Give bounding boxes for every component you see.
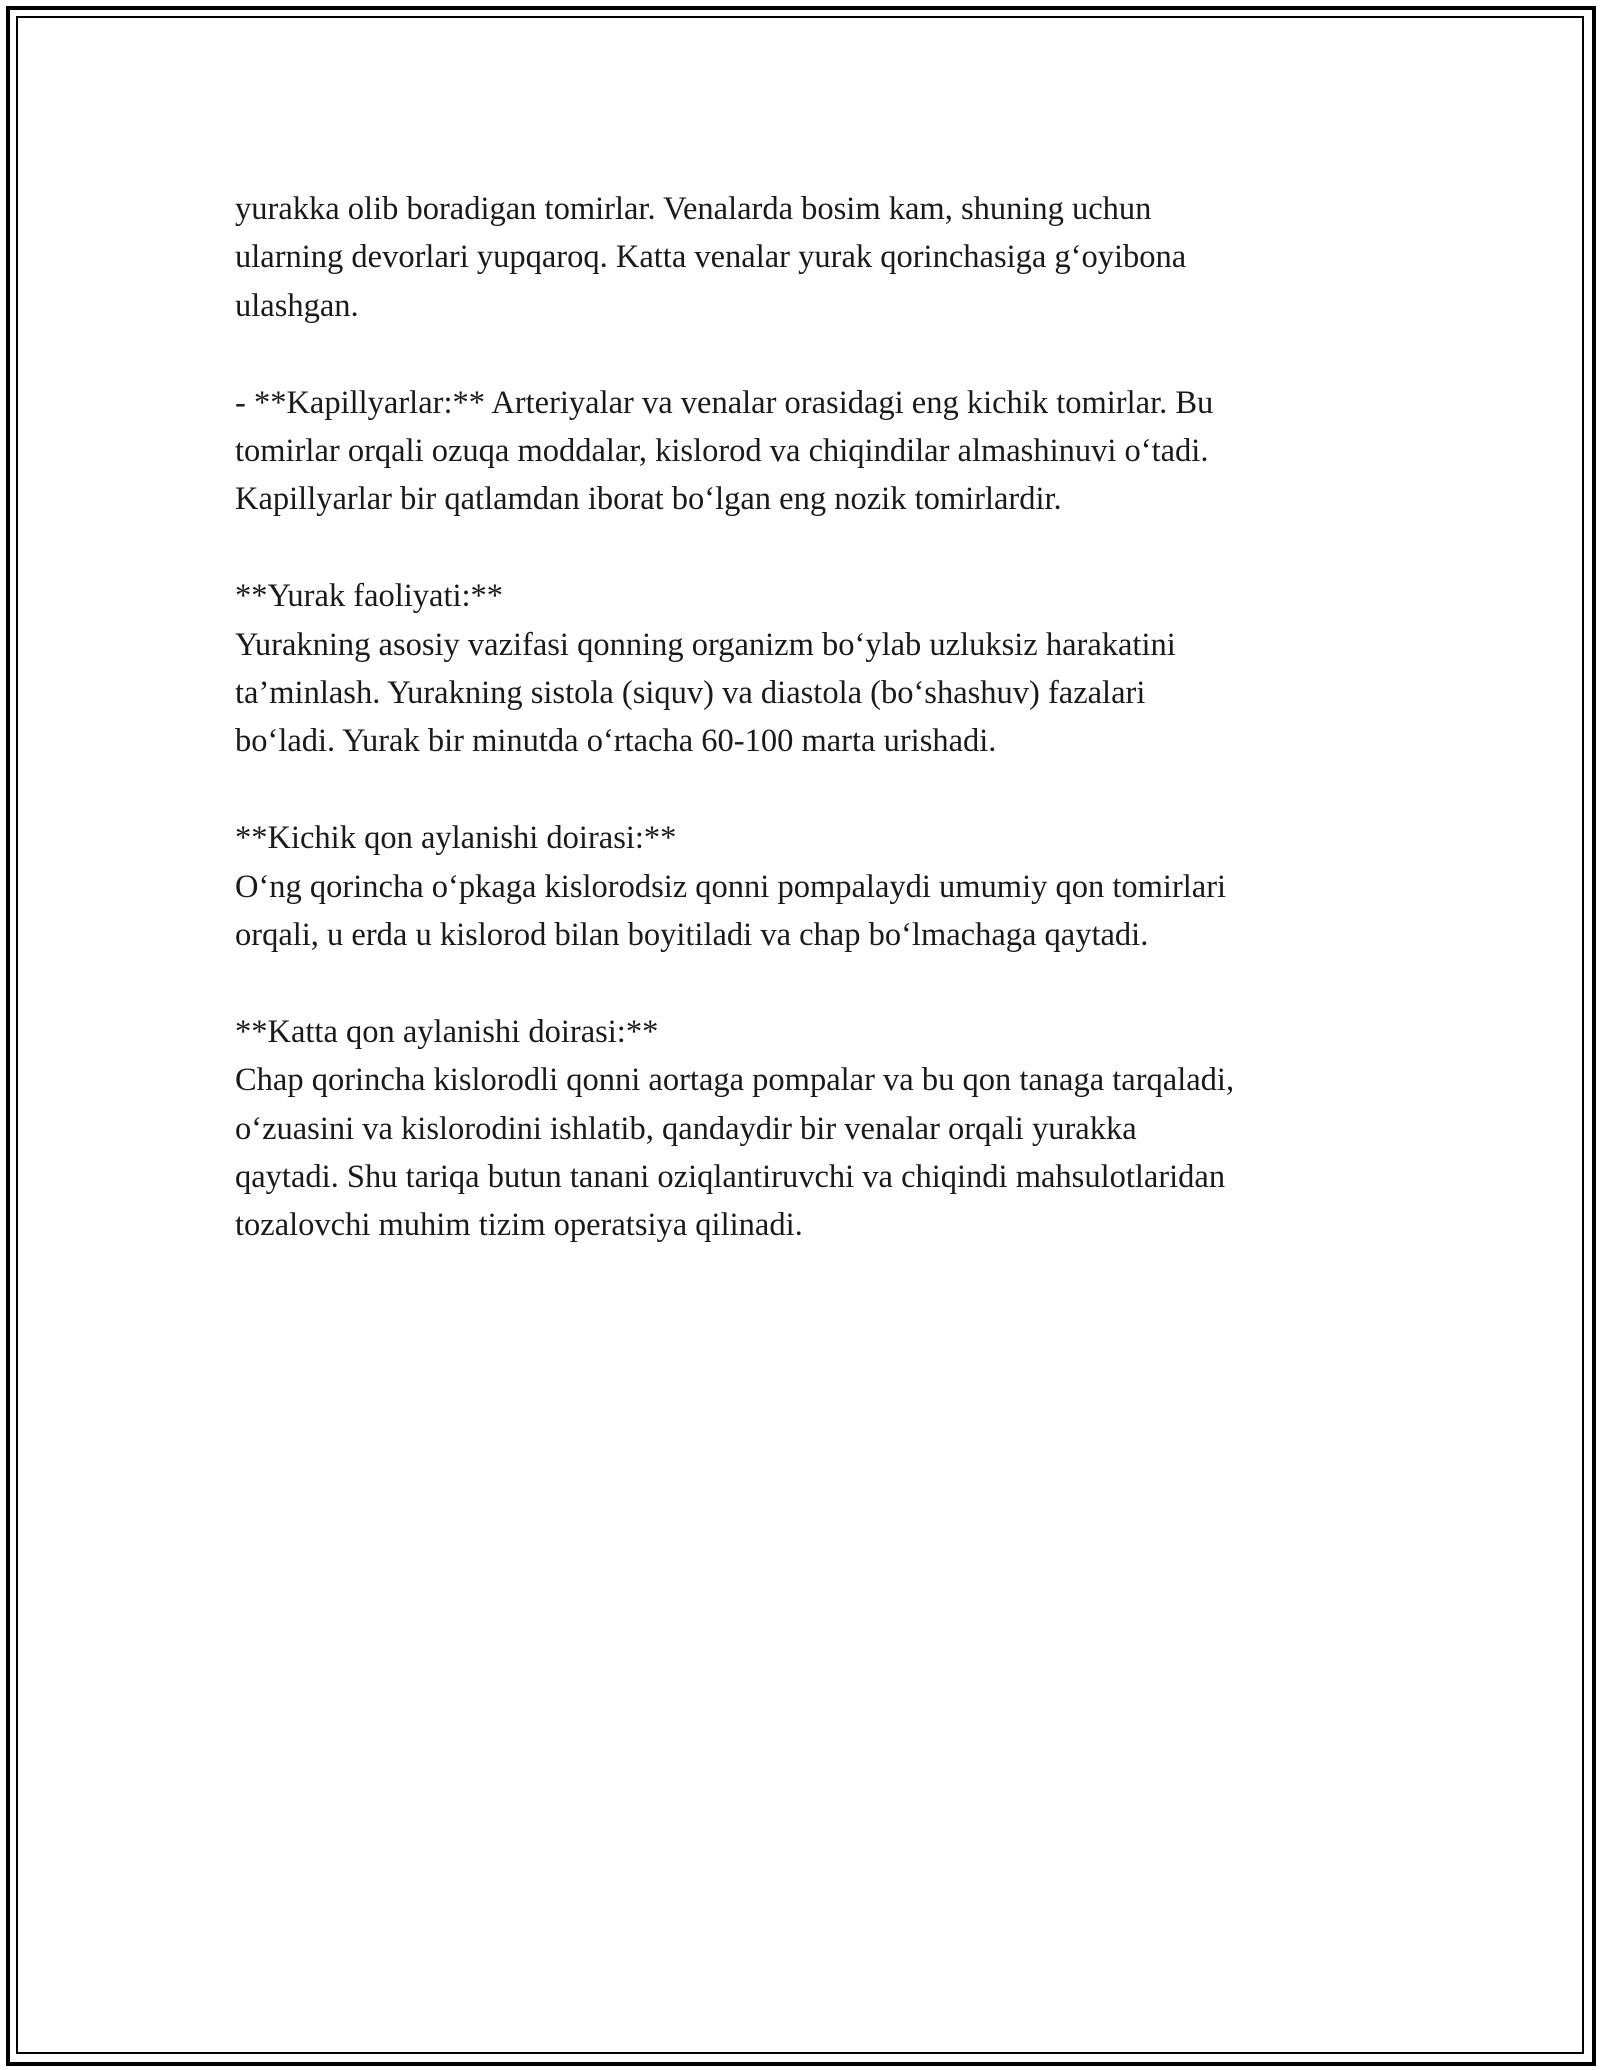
paragraph-capillaries: - **Kapillyarlar:** Arteriyalar va venalar orasidagi eng kichik tomirlar. Bu tomirlar orqali ozuqa moddalar, kislorod va chiqindilar almashinuvi o‘tadi. Kapillyarlar bir qatlamdan iborat bo‘lgan eng nozik tomirlardir.	[235, 384, 1214, 518]
paragraph-pulmonary-circulation: **Kichik qon aylanishi doirasi:** O‘ng qorincha o‘pkaga kislorodsiz qonni pompalaydi umumiy qon tomirlari orqali, u erda u kislorod bilan boyitiladi va chap bo‘lmachaga qaytadi.	[235, 820, 1227, 954]
paragraph-heart-function: **Yurak faoliyati:** Yurakning asosiy vazifasi qonning organizm bo‘ylab uzluksiz harakatini ta’minlash. Yurakning sistola (siquv) va diastola (bo‘shashuv) fazalari bo‘ladi. Yurak bir minutda o‘rtacha 60-100 marta urishadi.	[235, 578, 1176, 760]
paragraph-veins-continued: yurakka olib boradigan tomirlar. Venalarda bosim kam, shuning uchun ularning devorlari yupqaroq. Katta venalar yurak qorinchasiga g‘oyibona ulashgan.	[235, 191, 1187, 324]
document-body	[235, 185, 1395, 1250]
paragraph-systemic-circulation: **Katta qon aylanishi doirasi:** Chap qorincha kislorodli qonni aortaga pompalar va bu qon tanaga tarqaladi, o‘zuasini va kislorodini ishlatib, qandaydir bir venalar orqali yurakka qaytadi. Shu tariqa butun tanani oziqlantiruvchi va chiqindi mahsulotlaridan tozalovchi muhim tizim operatsiya qilinadi.	[235, 1013, 1235, 1244]
